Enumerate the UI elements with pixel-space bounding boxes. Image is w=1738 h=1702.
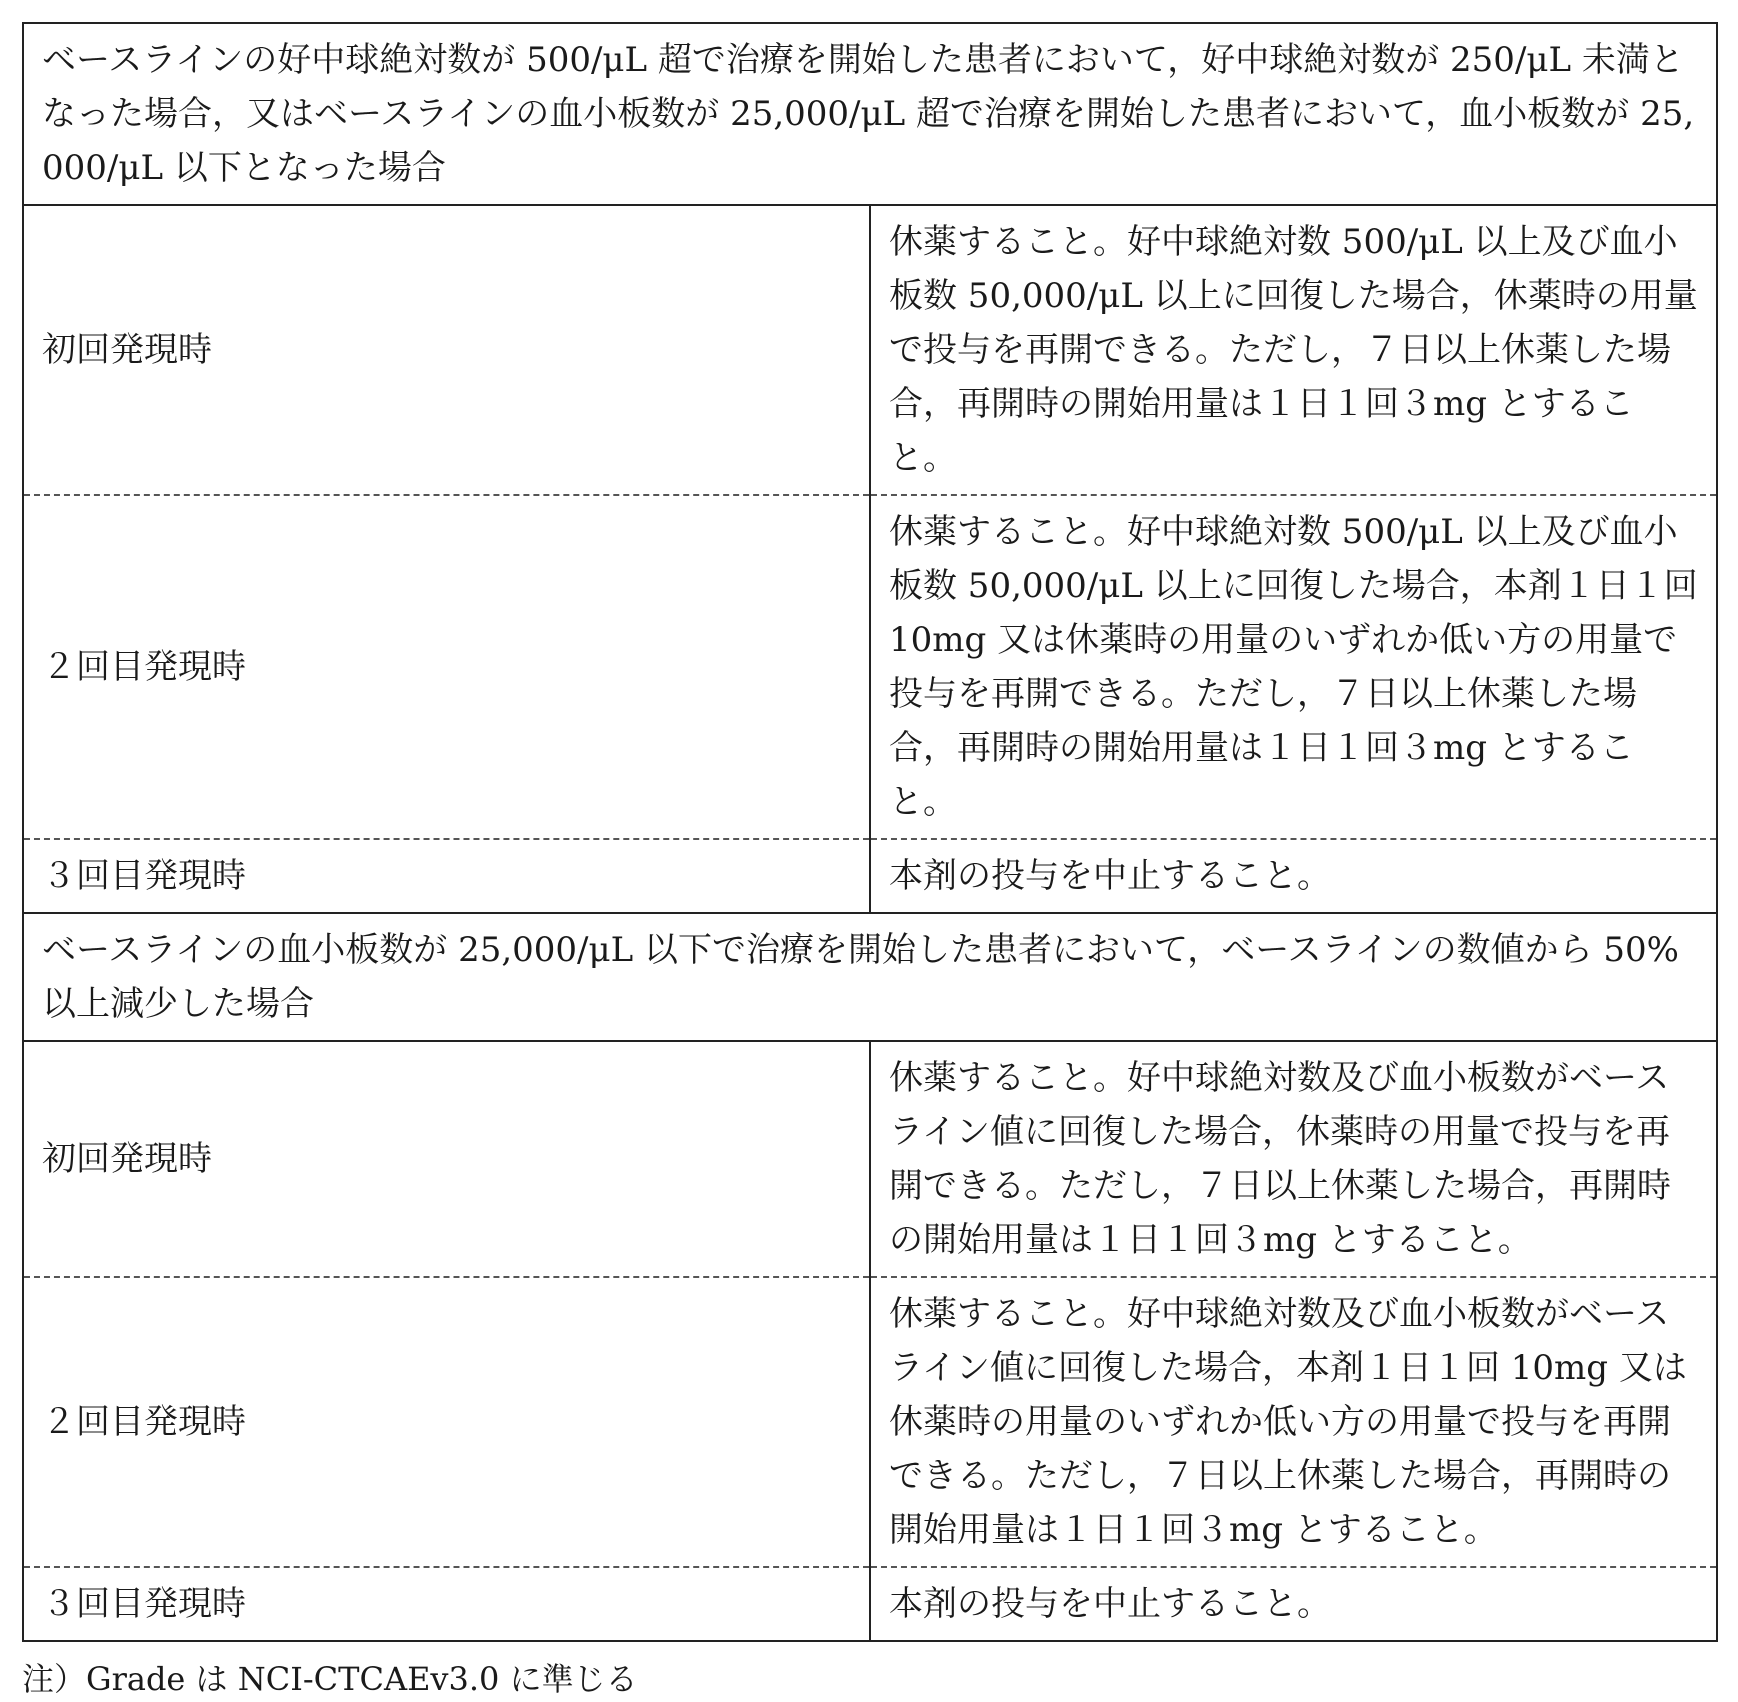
occurrence-label: ３回目発現時 xyxy=(23,839,870,913)
action-cell: 休薬すること。好中球絶対数及び血小板数がベースライン値に回復した場合，休薬時の用量で投与を再開できる。ただし，７日以上休薬した場合，再開時の開始用量は１日１回３mg とすること。 xyxy=(870,1041,1717,1277)
occurrence-label: 初回発現時 xyxy=(23,205,870,495)
action-cell: 本剤の投与を中止すること。 xyxy=(870,1567,1717,1641)
condition-row xyxy=(23,23,1717,205)
table-row xyxy=(23,1277,1717,1567)
document xyxy=(22,22,1718,1702)
action-cell: 休薬すること。好中球絶対数及び血小板数がベースライン値に回復した場合，本剤１日１回 10mg 又は休薬時の用量のいずれか低い方の用量で投与を再開できる。ただし，７日以上休薬した場合，再開時の開始用量は１日１回３mg とすること。 xyxy=(870,1277,1717,1567)
condition-cell: ベースラインの好中球絶対数が 500/μL 超で治療を開始した患者において，好中球絶対数が 250/μL 未満となった場合，又はベースラインの血小板数が 25,000/μL 超で治療を開始した患者において，血小板数が 25,000/μL 以下となった場合 xyxy=(23,23,1717,205)
occurrence-label: ３回目発現時 xyxy=(23,1567,870,1641)
action-cell: 休薬すること。好中球絶対数 500/μL 以上及び血小板数 50,000/μL 以上に回復した場合，休薬時の用量で投与を再開できる。ただし，７日以上休薬した場合，再開時の開始用量は１日１回３mg とすること。 xyxy=(870,205,1717,495)
condition-row xyxy=(23,913,1717,1041)
table-row xyxy=(23,1041,1717,1277)
occurrence-label: ２回目発現時 xyxy=(23,1277,870,1567)
condition-cell: ベースラインの血小板数が 25,000/μL 以下で治療を開始した患者において，ベースラインの数値から 50% 以上減少した場合 xyxy=(23,913,1717,1041)
table-row xyxy=(23,495,1717,839)
occurrence-label: ２回目発現時 xyxy=(23,495,870,839)
table-row xyxy=(23,1567,1717,1641)
action-cell: 休薬すること。好中球絶対数 500/μL 以上及び血小板数 50,000/μL 以上に回復した場合，本剤１日１回 10mg 又は休薬時の用量のいずれか低い方の用量で投与を再開できる。ただし，７日以上休薬した場合，再開時の開始用量は１日１回３mg とすること。 xyxy=(870,495,1717,839)
dose-adjustment-table xyxy=(22,22,1718,1642)
table-row xyxy=(23,839,1717,913)
footnote: 注）Grade は NCI-CTCAEv3.0 に準じる xyxy=(22,1660,638,1698)
table-row xyxy=(23,205,1717,495)
occurrence-label: 初回発現時 xyxy=(23,1041,870,1277)
action-cell: 本剤の投与を中止すること。 xyxy=(870,839,1717,913)
